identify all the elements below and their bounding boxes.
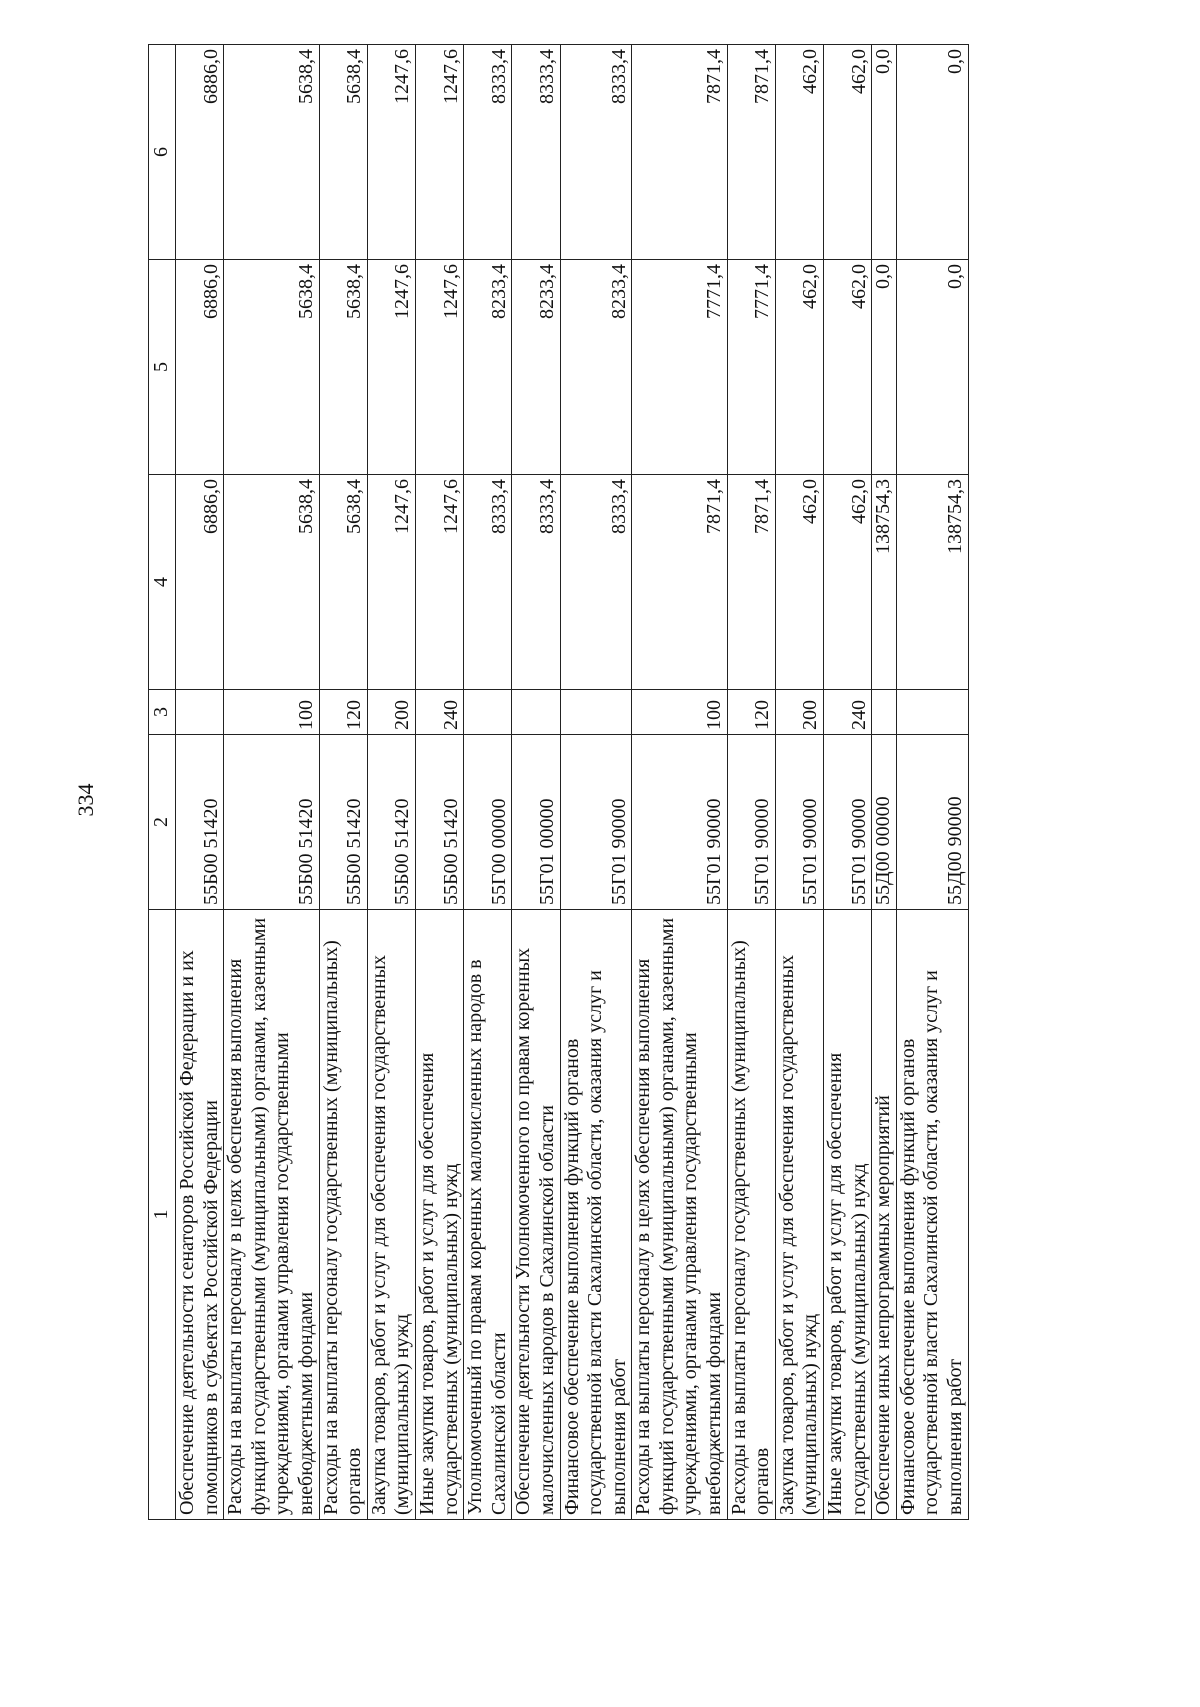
- row-code-cell: 55Г01 90000: [632, 735, 727, 910]
- row-value-col5-cell: 5638,4: [224, 260, 319, 475]
- row-value-col4-cell: 7871,4: [727, 475, 775, 690]
- row-name-cell: Обеспечение иных непрограммных мероприятий: [872, 910, 897, 1520]
- row-code-cell: 55Д00 90000: [896, 735, 968, 910]
- rotated-page: [148, 45, 1028, 1520]
- header-row: [149, 45, 176, 1520]
- table-row: [224, 45, 319, 1520]
- row-name-cell: Иные закупки товаров, работ и услуг для обеспечения государственных (муниципальных) нужд: [415, 910, 463, 1520]
- row-code-cell: 55Г01 90000: [560, 735, 632, 910]
- row-value-col6-cell: 0,0: [896, 45, 968, 260]
- row-name-cell: Расходы на выплаты персоналу в целях обеспечения выполнения функций государственными (муниципальными) органами, казенными учреждениями, органами управления государственными внебюджетными фондами: [224, 910, 319, 1520]
- row-name-cell: Обеспечение деятельности сенаторов Российской Федерации и их помощников в субъектах Российской Федерации: [176, 910, 224, 1520]
- row-value-col5-cell: 8233,4: [512, 260, 560, 475]
- row-expense-type-cell: 100: [224, 690, 319, 735]
- row-value-col6-cell: 1247,6: [367, 45, 415, 260]
- row-value-col6-cell: 462,0: [824, 45, 872, 260]
- row-value-col5-cell: 8233,4: [560, 260, 632, 475]
- row-value-col6-cell: 8333,4: [512, 45, 560, 260]
- table-row: [727, 45, 775, 1520]
- table-row: [896, 45, 968, 1520]
- row-name-cell: Расходы на выплаты персоналу государственных (муниципальных) органов: [319, 910, 367, 1520]
- row-expense-type-cell: 120: [319, 690, 367, 735]
- row-code-cell: 55Б00 51420: [415, 735, 463, 910]
- row-value-col6-cell: 8333,4: [560, 45, 632, 260]
- row-value-col5-cell: 462,0: [775, 260, 823, 475]
- row-value-col4-cell: 1247,6: [367, 475, 415, 690]
- row-value-col6-cell: 5638,4: [224, 45, 319, 260]
- header-col-3: 3: [149, 690, 176, 735]
- row-value-col6-cell: 462,0: [775, 45, 823, 260]
- table-row: [872, 45, 897, 1520]
- row-expense-type-cell: 200: [367, 690, 415, 735]
- table-row: [367, 45, 415, 1520]
- row-value-col6-cell: 1247,6: [415, 45, 463, 260]
- row-name-cell: Расходы на выплаты персоналу государственных (муниципальных) органов: [727, 910, 775, 1520]
- row-name-cell: Финансовое обеспечение выполнения функций органов государственной власти Сахалинской области, оказания услуг и выполнения работ: [560, 910, 632, 1520]
- table-row: [632, 45, 727, 1520]
- table-row: [824, 45, 872, 1520]
- row-value-col5-cell: 1247,6: [367, 260, 415, 475]
- budget-table: [148, 44, 969, 1520]
- row-value-col6-cell: 7871,4: [632, 45, 727, 260]
- row-name-cell: Закупка товаров, работ и услуг для обеспечения государственных (муниципальных) нужд: [367, 910, 415, 1520]
- row-value-col5-cell: 6886,0: [176, 260, 224, 475]
- row-expense-type-cell: 200: [775, 690, 823, 735]
- row-value-col5-cell: 0,0: [872, 260, 897, 475]
- row-value-col4-cell: 1247,6: [415, 475, 463, 690]
- row-value-col4-cell: 462,0: [824, 475, 872, 690]
- row-code-cell: 55Б00 51420: [176, 735, 224, 910]
- row-name-cell: Финансовое обеспечение выполнения функций органов государственной власти Сахалинской области, оказания услуг и выполнения работ: [896, 910, 968, 1520]
- row-value-col5-cell: 7771,4: [727, 260, 775, 475]
- row-code-cell: 55Г00 00000: [464, 735, 512, 910]
- row-value-col4-cell: 138754,3: [896, 475, 968, 690]
- table-row: [512, 45, 560, 1520]
- table-body: [176, 45, 969, 1520]
- row-code-cell: 55Г01 90000: [727, 735, 775, 910]
- row-code-cell: 55Б00 51420: [224, 735, 319, 910]
- header-col-4: 4: [149, 475, 176, 690]
- row-expense-type-cell: [560, 690, 632, 735]
- row-name-cell: Иные закупки товаров, работ и услуг для обеспечения государственных (муниципальных) нужд: [824, 910, 872, 1520]
- row-value-col4-cell: 5638,4: [224, 475, 319, 690]
- table-row: [464, 45, 512, 1520]
- row-code-cell: 55Б00 51420: [319, 735, 367, 910]
- row-expense-type-cell: [896, 690, 968, 735]
- row-value-col6-cell: 7871,4: [727, 45, 775, 260]
- header-col-5: 5: [149, 260, 176, 475]
- row-value-col5-cell: 0,0: [896, 260, 968, 475]
- row-value-col6-cell: 6886,0: [176, 45, 224, 260]
- table-row: [319, 45, 367, 1520]
- table-row: [775, 45, 823, 1520]
- row-name-cell: Обеспечение деятельности Уполномоченного по правам коренных малочисленных народов в Сахалинской области: [512, 910, 560, 1520]
- row-name-cell: Уполномоченный по правам коренных малочисленных народов в Сахалинской области: [464, 910, 512, 1520]
- row-value-col4-cell: 8333,4: [512, 475, 560, 690]
- row-expense-type-cell: 240: [824, 690, 872, 735]
- header-col-2: 2: [149, 735, 176, 910]
- header-col-1: 1: [149, 910, 176, 1520]
- row-expense-type-cell: 240: [415, 690, 463, 735]
- row-value-col6-cell: 5638,4: [319, 45, 367, 260]
- row-expense-type-cell: [872, 690, 897, 735]
- table-row: [415, 45, 463, 1520]
- header-col-6: 6: [149, 45, 176, 260]
- row-code-cell: 55Г01 90000: [775, 735, 823, 910]
- row-value-col4-cell: 462,0: [775, 475, 823, 690]
- row-value-col5-cell: 5638,4: [319, 260, 367, 475]
- row-value-col5-cell: 1247,6: [415, 260, 463, 475]
- row-code-cell: 55Д00 00000: [872, 735, 897, 910]
- row-value-col5-cell: 8233,4: [464, 260, 512, 475]
- row-code-cell: 55Б00 51420: [367, 735, 415, 910]
- row-expense-type-cell: [176, 690, 224, 735]
- row-expense-type-cell: 120: [727, 690, 775, 735]
- row-value-col4-cell: 5638,4: [319, 475, 367, 690]
- row-expense-type-cell: [512, 690, 560, 735]
- row-expense-type-cell: [464, 690, 512, 735]
- row-value-col4-cell: 8333,4: [464, 475, 512, 690]
- row-name-cell: Расходы на выплаты персоналу в целях обеспечения выполнения функций государственными (муниципальными) органами, казенными учреждениями, органами управления государственными внебюджетными фондами: [632, 910, 727, 1520]
- table-row: [560, 45, 632, 1520]
- row-value-col4-cell: 6886,0: [176, 475, 224, 690]
- row-value-col5-cell: 462,0: [824, 260, 872, 475]
- row-value-col4-cell: 138754,3: [872, 475, 897, 690]
- row-value-col4-cell: 8333,4: [560, 475, 632, 690]
- row-code-cell: 55Г01 90000: [824, 735, 872, 910]
- row-value-col5-cell: 7771,4: [632, 260, 727, 475]
- row-code-cell: 55Г01 00000: [512, 735, 560, 910]
- row-value-col6-cell: 8333,4: [464, 45, 512, 260]
- row-name-cell: Закупка товаров, работ и услуг для обеспечения государственных (муниципальных) нужд: [775, 910, 823, 1520]
- row-value-col6-cell: 0,0: [872, 45, 897, 260]
- table-row: [176, 45, 224, 1520]
- page-number: 334: [73, 783, 98, 817]
- row-value-col4-cell: 7871,4: [632, 475, 727, 690]
- row-expense-type-cell: 100: [632, 690, 727, 735]
